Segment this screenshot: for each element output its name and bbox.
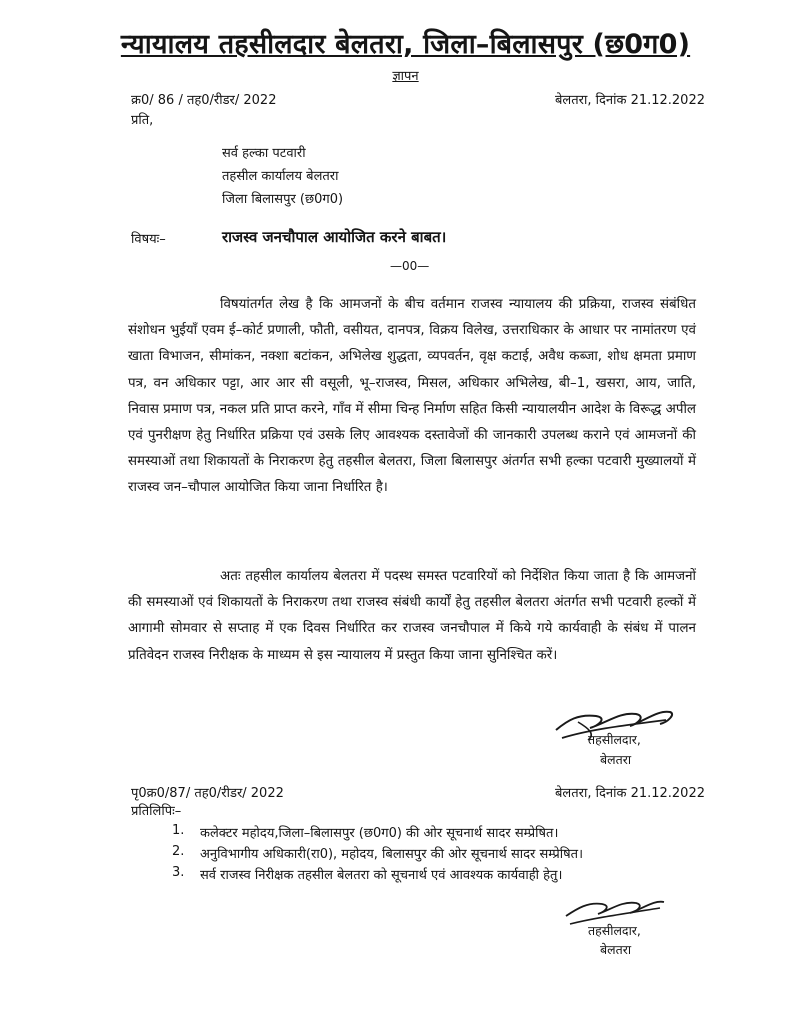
memo-reference: क्र0/ 86 / तह0/रीडर/ 2022 [131,93,277,108]
section-divider: —00— [390,259,430,273]
subject-label: विषयः– [131,232,166,247]
subject-text: राजस्व जनचौपाल आयोजित करने बाबत। [222,228,447,246]
list-number: 1. [172,823,185,838]
copy-list [172,823,583,886]
list-number: 2. [172,844,185,859]
memo-place-date: बेलतरा, दिनांक 21.12.2022 [555,93,705,108]
list-text: कलेक्टर महोदय,जिला–बिलासपुर (छ0ग0) की ओर सूचनार्थ सादर सम्प्रेषित। [200,826,559,841]
list-number: 3. [172,865,185,880]
addressee-line: सर्व हल्का पटवारी [222,146,306,161]
body-paragraph: विषयांतर्गत लेख है कि आमजनों के बीच वर्तमान राजस्व न्यायालय की प्रक्रिया, राजस्व संबंधित संशोधन भुईयाँ एवम ई–कोर्ट प्रणाली, फौती, वसीयत, दानपत्र, विक्रय विलेख, उत्तराधिकार के आधार पर नामांतरण एवं खाता विभाजन, सीमांकन, नक्शा बटांकन, अभिलेख शुद्धता, व्यपवर्तन, वृक्ष कटाई, अवैध कब्जा, शोध क्षमता प्रमाण पत्र, वन अधिकार पट्टा, आर आर सी वसूली, भू–राजस्व, मिसल, अधिकार अभिलेख, बी–1, खसरा, आय, जाति, निवास प्रमाण पत्र, नकल प्रति प्राप्त करने, गाँव में सीमा चिन्ह निर्माण सहित किसी न्यायालयीन आदेश के विरूद्ध अपील एवं पुनरीक्षण हेतु निर्धारित प्रक्रिया एवं उसके लिए आवश्यक दस्तावेजों की जानकारी उपलब्ध कराने एवं आमजनों की समस्याओं तथा शिकायतों के निराकरण हेतु तहसील बेलतरा, जिला बिलासपुर अंतर्गत सभी हल्का पटवारी मुख्यालयों में राजस्व जन–चौपाल आयोजित किया जाना निर्धारित है। [128,297,696,496]
court-title: न्यायालय तहसीलदार बेलतरा, जिला–बिलासपुर (छ0ग0) [120,29,691,60]
signatory-place: बेलतरा [600,942,632,957]
endorsement-reference: पृ0क्र0/87/ तह0/रीडर/ 2022 [131,786,284,801]
list-item [172,844,583,865]
signatory-designation: तहसीलदार, [588,923,641,938]
endorsement-place-date: बेलतरा, दिनांक 21.12.2022 [555,786,705,801]
list-item [172,865,583,886]
body-paragraph: अतः तहसील कार्यालय बेलतरा में पदस्थ समस्त पटवारियों को निर्देशित किया जाता है कि आमजनों की समस्याओं एवं शिकायतों के निराकरण तथा राजस्व संबंधी कार्यों हेतु तहसील बेलतरा अंतर्गत सभी पटवारी हल्कों में आगामी सोमवार से सप्ताह में एक दिवस निर्धारित कर राजस्व जनचौपाल में किये गये कार्यवाही के संबंध में पालन प्रतिवेदन राजस्व निरीक्षक के माध्यम से इस न्यायालय में प्रस्तुत किया जाना सुनिश्चित करें। [128,569,696,663]
list-item [172,823,583,844]
signatory-designation: तहसीलदार, [588,732,641,747]
list-text: अनुविभागीय अधिकारी(रा0), महोदय, बिलासपुर की ओर सूचनार्थ सादर सम्प्रेषित। [200,847,583,862]
addressee-line: तहसील कार्यालय बेलतरा [222,169,339,184]
to-label: प्रति, [131,113,154,128]
copy-label: प्रतिलिपिः– [131,804,182,819]
document-type: ज्ञापन [392,69,419,84]
addressee-line: जिला बिलासपुर (छ0ग0) [222,192,344,207]
signatory-place: बेलतरा [600,752,632,767]
list-text: सर्व राजस्व निरीक्षक तहसील बेलतरा को सूचनार्थ एवं आवश्यक कार्यवाही हेतु। [200,868,563,883]
